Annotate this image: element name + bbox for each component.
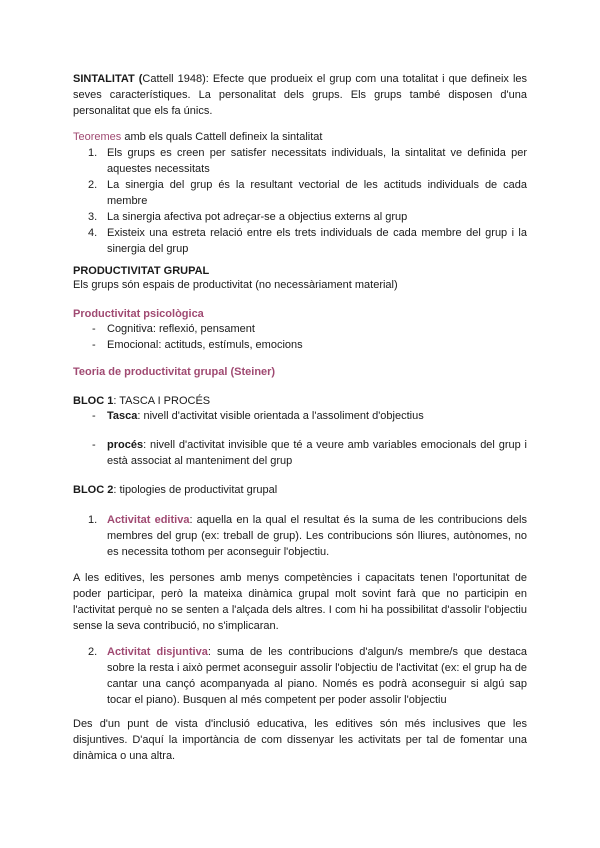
list-marker: - (92, 339, 96, 351)
list-item-text: : suma de les contribucions d'algun/s membre/s que destaca sobre la resta i això permet aconseguir assolir l'objectiu de l'activitat (ex: el grup ha de cantar una cançó acompanyada al piano. Només es podrà aconseguir si algú sap tocar el piano). Busquen al més competent per poder assolir l'objectiu (107, 646, 528, 706)
list-item-text: : nivell d'activitat invisible que té a veure amb variables emocionals del grup i està associat al manteniment del grup (107, 439, 527, 467)
list-item (73, 209, 527, 225)
inclusio-paragraph: Des d'un punt de vista d'inclusió educativa, les editives són més inclusives que les disjuntives. D'aquí la importància de com dissenyar les activitats per tal de fomentar una dinàmica o una altra. (73, 718, 527, 762)
list-item-text: Els grups es creen per satisfer necessitats individuals, la sintalitat ve definida per aquestes necessitats (107, 147, 527, 175)
list-marker: - (92, 323, 96, 335)
list-marker: 4. (88, 227, 98, 239)
list-item-text: La sinergia afectiva pot adreçar-se a objectius externs al grup (107, 211, 408, 223)
sintalitat-paragraph (73, 71, 527, 119)
list-marker: 1. (88, 147, 98, 159)
list-item-text: Cognitiva: reflexió, pensament (107, 323, 255, 335)
proces-term: procés (107, 439, 144, 451)
disjuntiva-list (73, 644, 527, 708)
editives-paragraph: A les editives, les persones amb menys competències i capacitats tenen l'oportunitat de poder participar, però la mateixa dinàmica grupal molt sovint farà que no participin en l'activitat perquè no se senten a l'alçada dels altres. I com hi ha possibilitat d'assolir l'objectiu sense la seva contribució, no s'implicaran. (73, 572, 527, 632)
list-item (73, 512, 527, 560)
list-item (73, 145, 527, 177)
list-item (73, 177, 527, 209)
teoria-heading: Teoria de productivitat grupal (Steiner) (73, 366, 276, 378)
sintalitat-source: Cattell 1948 (142, 73, 203, 85)
sintalitat-term: SINTALITAT ( (73, 73, 143, 85)
list-item-text: Existeix una estreta relació entre els trets individuals de cada membre del grup i la sinergia del grup (107, 227, 527, 255)
teoremes-label: Teoremes (73, 131, 122, 143)
teoremes-list (73, 145, 527, 257)
bloc1-label: BLOC 1 (73, 395, 114, 407)
list-item-text: : aquella en la qual el resultat és la suma de les contribucions dels membres del grup (ex: treball de grup). Les contribucions són lliures, autònomes, no es necessita tothom per aconseguir l'objectiu. (107, 514, 527, 558)
list-item (73, 321, 527, 337)
productivitat-text: Els grups són espais de productivitat (no necessàriament material) (73, 279, 398, 291)
psicologica-list (73, 321, 527, 353)
list-item (73, 644, 527, 708)
list-marker: - (92, 410, 96, 422)
psicologica-heading: Productivitat psicològica (73, 308, 204, 320)
bloc1-text: : TASCA I PROCÉS (113, 395, 211, 407)
editiva-list (73, 512, 527, 560)
list-item-text: La sinergia del grup és la resultant vectorial de les actituds individuals de cada membre (107, 179, 527, 207)
bloc2-line (73, 482, 527, 498)
teoremes-intro (73, 129, 527, 145)
list-item-text: Emocional: actituds, estímuls, emocions (107, 339, 303, 351)
list-item (73, 337, 527, 353)
tasca-term: Tasca (107, 410, 138, 422)
disjuntiva-term: Activitat disjuntiva (107, 646, 208, 658)
bloc2-text: : tipologies de productivitat grupal (113, 484, 278, 496)
bloc1-list-proces (73, 437, 527, 469)
sintalitat-text: ): Efecte que produeix el grup com una totalitat i que defineix les seves característiques. La personalitat dels grups. Els grups també disposen d'una personalitat que els fa únics. (73, 73, 527, 117)
list-marker: 3. (88, 211, 98, 223)
productivitat-heading: PRODUCTIVITAT GRUPAL (73, 265, 210, 277)
list-item-text: : nivell d'activitat visible orientada a l'assoliment d'objectius (137, 410, 424, 422)
list-item (73, 437, 527, 469)
bloc1-line (73, 393, 527, 409)
list-item (73, 225, 527, 257)
list-marker: 2. (88, 646, 98, 658)
teoremes-intro-text: amb els quals Cattell defineix la sintalitat (121, 131, 323, 143)
editiva-term: Activitat editiva (107, 514, 190, 526)
list-marker: 1. (88, 514, 98, 526)
bloc1-list-tasca (73, 408, 527, 424)
list-item (73, 408, 527, 424)
list-marker: 2. (88, 179, 98, 191)
list-marker: - (92, 439, 96, 451)
bloc2-label: BLOC 2 (73, 484, 114, 496)
